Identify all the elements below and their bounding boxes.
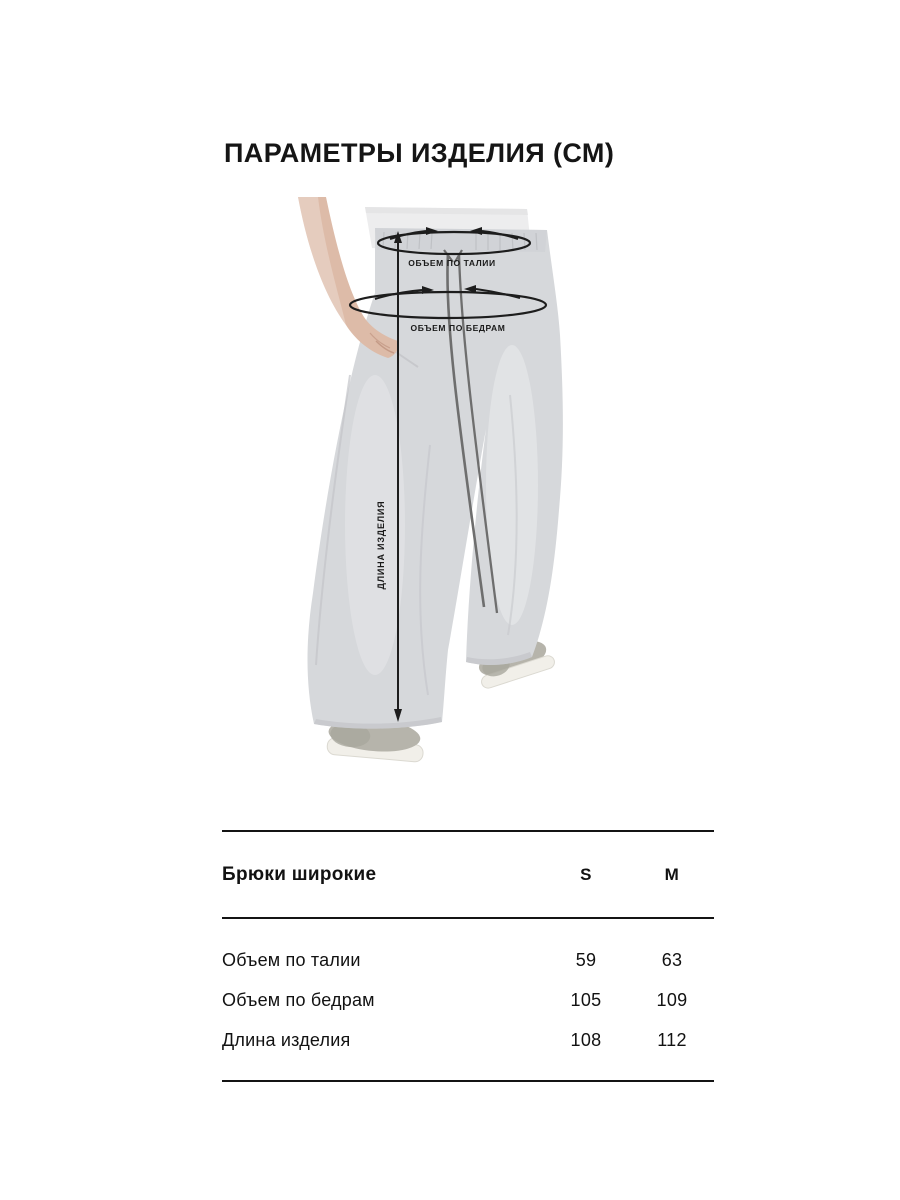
row-value-m: 63 (661, 949, 683, 970)
row-label: Объем по талии (222, 949, 361, 970)
row-value-s: 59 (575, 949, 597, 970)
row-value-m: 112 (657, 1029, 687, 1050)
table-header-row (222, 832, 714, 917)
size-column-m: M (664, 864, 680, 884)
table-row (222, 1020, 714, 1060)
row-value-m: 109 (656, 989, 688, 1010)
row-label: Длина изделия (222, 1029, 351, 1050)
row-label: Объем по бедрам (222, 989, 375, 1010)
table-row (222, 980, 714, 1020)
page-title: ПАРАМЕТРЫ ИЗДЕЛИЯ (СМ) (224, 138, 615, 168)
row-value-s: 105 (570, 989, 602, 1010)
table-body (222, 919, 714, 1080)
length-label: ДЛИНА ИЗДЕЛИЯ (376, 500, 386, 590)
table-rule-bottom (222, 1080, 714, 1082)
table-row (222, 940, 714, 980)
product-measurement-diagram (280, 195, 620, 787)
hips-label: ОБЪЕМ ПО БЕДРАМ (410, 323, 506, 333)
pants-measurement-illustration (280, 195, 620, 787)
size-column-s: S (580, 864, 592, 884)
waist-label: ОБЪЕМ ПО ТАЛИИ (408, 258, 496, 268)
product-name: Брюки широкие (222, 863, 377, 885)
row-value-s: 108 (570, 1029, 602, 1050)
size-table (222, 830, 714, 1082)
